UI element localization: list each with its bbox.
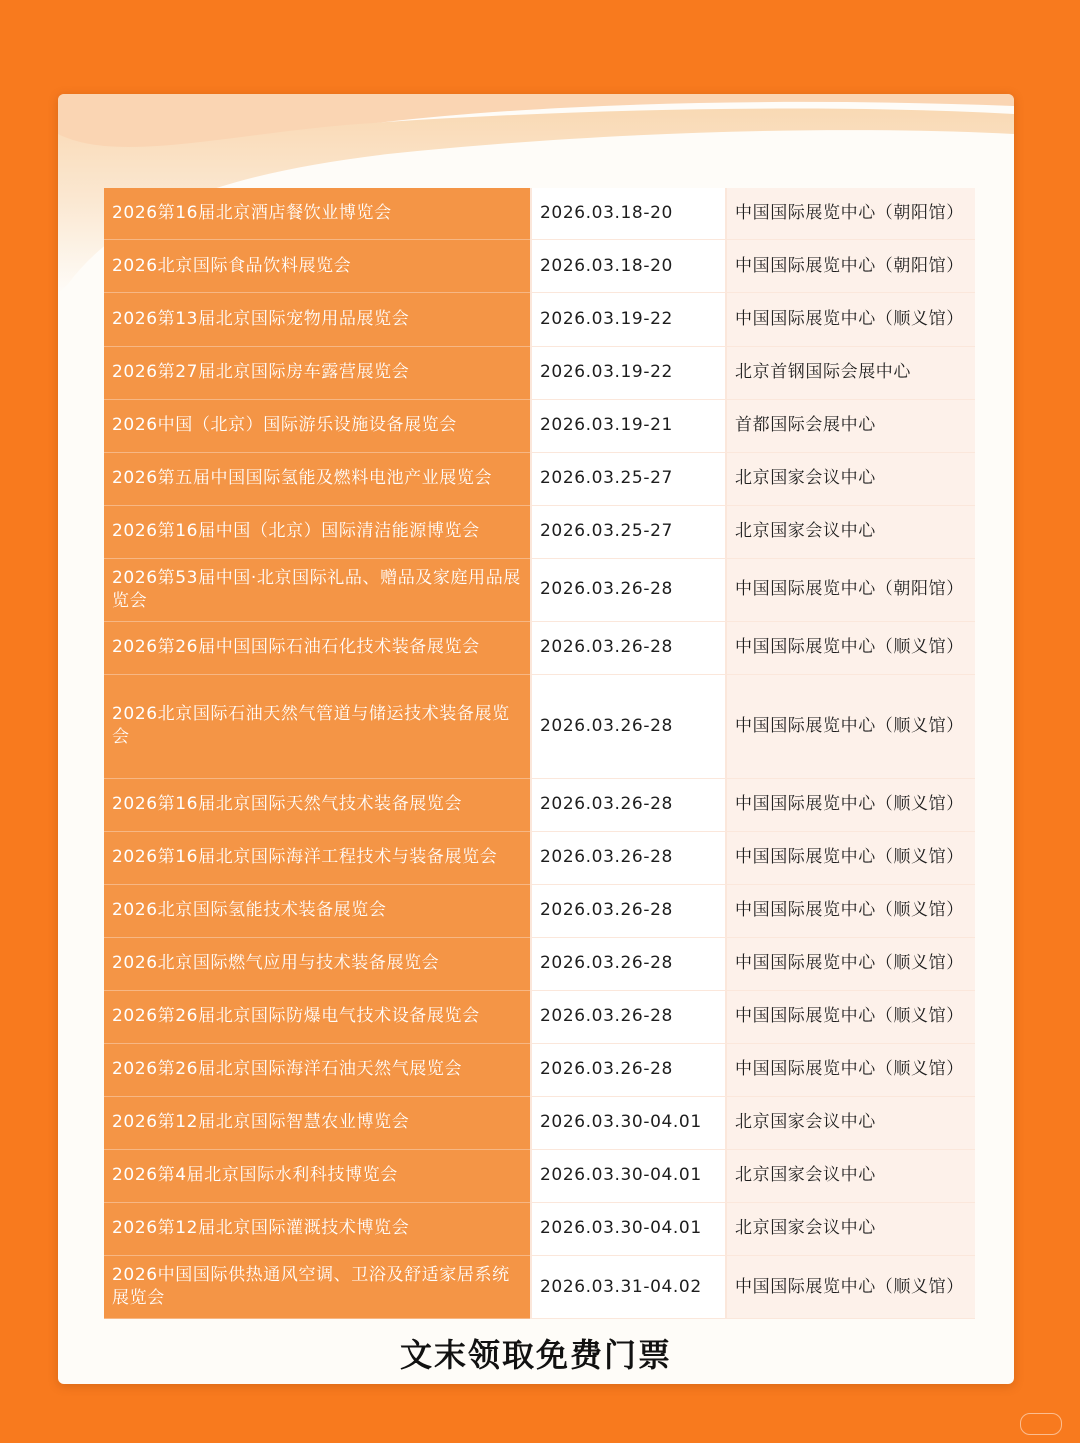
- table-row: [104, 1202, 975, 1255]
- exhibition-name: 2026第26届北京国际海洋石油天然气展览会: [104, 1043, 531, 1096]
- table-row: [104, 188, 975, 240]
- exhibition-venue: 中国国际展览中心（顺义馆）: [726, 831, 975, 884]
- exhibition-venue: 中国国际展览中心（朝阳馆）: [726, 188, 975, 240]
- exhibition-name: 2026第16届北京酒店餐饮业博览会: [104, 188, 531, 240]
- table-row: [104, 990, 975, 1043]
- exhibition-venue: 中国国际展览中心（顺义馆）: [726, 1043, 975, 1096]
- table-row: [104, 831, 975, 884]
- exhibition-name: 2026第26届北京国际防爆电气技术设备展览会: [104, 990, 531, 1043]
- exhibition-table-container: [104, 188, 975, 1319]
- table-row: [104, 293, 975, 346]
- exhibition-date: 2026.03.30-04.01: [531, 1096, 726, 1149]
- exhibition-name: 2026第26届中国国际石油石化技术装备展览会: [104, 621, 531, 674]
- exhibition-name: 2026第五届中国国际氢能及燃料电池产业展览会: [104, 452, 531, 505]
- table-row: [104, 884, 975, 937]
- exhibition-venue: 中国国际展览中心（朝阳馆）: [726, 558, 975, 621]
- table-row: [104, 1043, 975, 1096]
- exhibition-date: 2026.03.26-28: [531, 778, 726, 831]
- exhibition-date: 2026.03.25-27: [531, 452, 726, 505]
- table-row: [104, 346, 975, 399]
- exhibition-name: 2026北京国际氢能技术装备展览会: [104, 884, 531, 937]
- exhibition-date: 2026.03.26-28: [531, 937, 726, 990]
- exhibition-venue: 北京国家会议中心: [726, 452, 975, 505]
- exhibition-date: 2026.03.26-28: [531, 674, 726, 778]
- exhibition-name: 2026第27届北京国际房车露营展览会: [104, 346, 531, 399]
- exhibition-venue: 中国国际展览中心（顺义馆）: [726, 884, 975, 937]
- exhibition-venue: 首都国际会展中心: [726, 399, 975, 452]
- exhibition-name: 2026中国国际供热通风空调、卫浴及舒适家居系统展览会: [104, 1256, 531, 1319]
- table-row: [104, 452, 975, 505]
- exhibition-table-body: [104, 188, 975, 1319]
- exhibition-venue: 中国国际展览中心（顺义馆）: [726, 293, 975, 346]
- exhibition-name: 2026第12届北京国际灌溉技术博览会: [104, 1202, 531, 1255]
- exhibition-venue: 北京国家会议中心: [726, 505, 975, 558]
- exhibition-name: 2026第16届北京国际天然气技术装备展览会: [104, 778, 531, 831]
- free-ticket-footer: 文末领取免费门票: [399, 1336, 672, 1374]
- table-row: [104, 674, 975, 778]
- exhibition-venue: 中国国际展览中心（顺义馆）: [726, 937, 975, 990]
- exhibition-date: 2026.03.26-28: [531, 884, 726, 937]
- table-row: [104, 1096, 975, 1149]
- table-row: [104, 621, 975, 674]
- table-row: [104, 399, 975, 452]
- exhibition-venue: 中国国际展览中心（顺义馆）: [726, 621, 975, 674]
- exhibition-date: 2026.03.25-27: [531, 505, 726, 558]
- exhibition-date: 2026.03.30-04.01: [531, 1149, 726, 1202]
- exhibition-name: 2026第16届北京国际海洋工程技术与装备展览会: [104, 831, 531, 884]
- exhibition-venue: 中国国际展览中心（朝阳馆）: [726, 240, 975, 293]
- exhibition-venue: 北京首钢国际会展中心: [726, 346, 975, 399]
- exhibition-name: 2026第13届北京国际宠物用品展览会: [104, 293, 531, 346]
- watermark-badge: [1020, 1413, 1062, 1435]
- exhibition-date: 2026.03.18-20: [531, 188, 726, 240]
- table-row: [104, 558, 975, 621]
- exhibition-venue: 北京国家会议中心: [726, 1149, 975, 1202]
- table-row: [104, 505, 975, 558]
- exhibition-venue: 中国国际展览中心（顺义馆）: [726, 674, 975, 778]
- exhibition-name: 2026北京国际石油天然气管道与储运技术装备展览会: [104, 674, 531, 778]
- exhibition-table: [104, 188, 975, 1319]
- exhibition-date: 2026.03.19-22: [531, 293, 726, 346]
- exhibition-venue: 北京国家会议中心: [726, 1096, 975, 1149]
- exhibition-venue: 北京国家会议中心: [726, 1202, 975, 1255]
- exhibition-date: 2026.03.18-20: [531, 240, 726, 293]
- exhibition-name: 2026第4届北京国际水利科技博览会: [104, 1149, 531, 1202]
- exhibition-date: 2026.03.19-22: [531, 346, 726, 399]
- exhibition-name: 2026第12届北京国际智慧农业博览会: [104, 1096, 531, 1149]
- exhibition-date: 2026.03.26-28: [531, 621, 726, 674]
- exhibition-date: 2026.03.26-28: [531, 558, 726, 621]
- table-row: [104, 778, 975, 831]
- exhibition-name: 2026北京国际燃气应用与技术装备展览会: [104, 937, 531, 990]
- exhibition-date: 2026.03.19-21: [531, 399, 726, 452]
- exhibition-date: 2026.03.31-04.02: [531, 1256, 726, 1319]
- exhibition-date: 2026.03.30-04.01: [531, 1202, 726, 1255]
- exhibition-name: 2026中国（北京）国际游乐设施设备展览会: [104, 399, 531, 452]
- table-row: [104, 1149, 975, 1202]
- exhibition-name: 2026第16届中国（北京）国际清洁能源博览会: [104, 505, 531, 558]
- table-row: [104, 1256, 975, 1319]
- exhibition-date: 2026.03.26-28: [531, 1043, 726, 1096]
- table-row: [104, 937, 975, 990]
- exhibition-name: 2026第53届中国·北京国际礼品、赠品及家庭用品展览会: [104, 558, 531, 621]
- exhibition-venue: 中国国际展览中心（顺义馆）: [726, 990, 975, 1043]
- exhibition-date: 2026.03.26-28: [531, 831, 726, 884]
- exhibition-date: 2026.03.26-28: [531, 990, 726, 1043]
- exhibition-name: 2026北京国际食品饮料展览会: [104, 240, 531, 293]
- exhibition-venue: 中国国际展览中心（顺义馆）: [726, 778, 975, 831]
- exhibition-venue: 中国国际展览中心（顺义馆）: [726, 1256, 975, 1319]
- table-row: [104, 240, 975, 293]
